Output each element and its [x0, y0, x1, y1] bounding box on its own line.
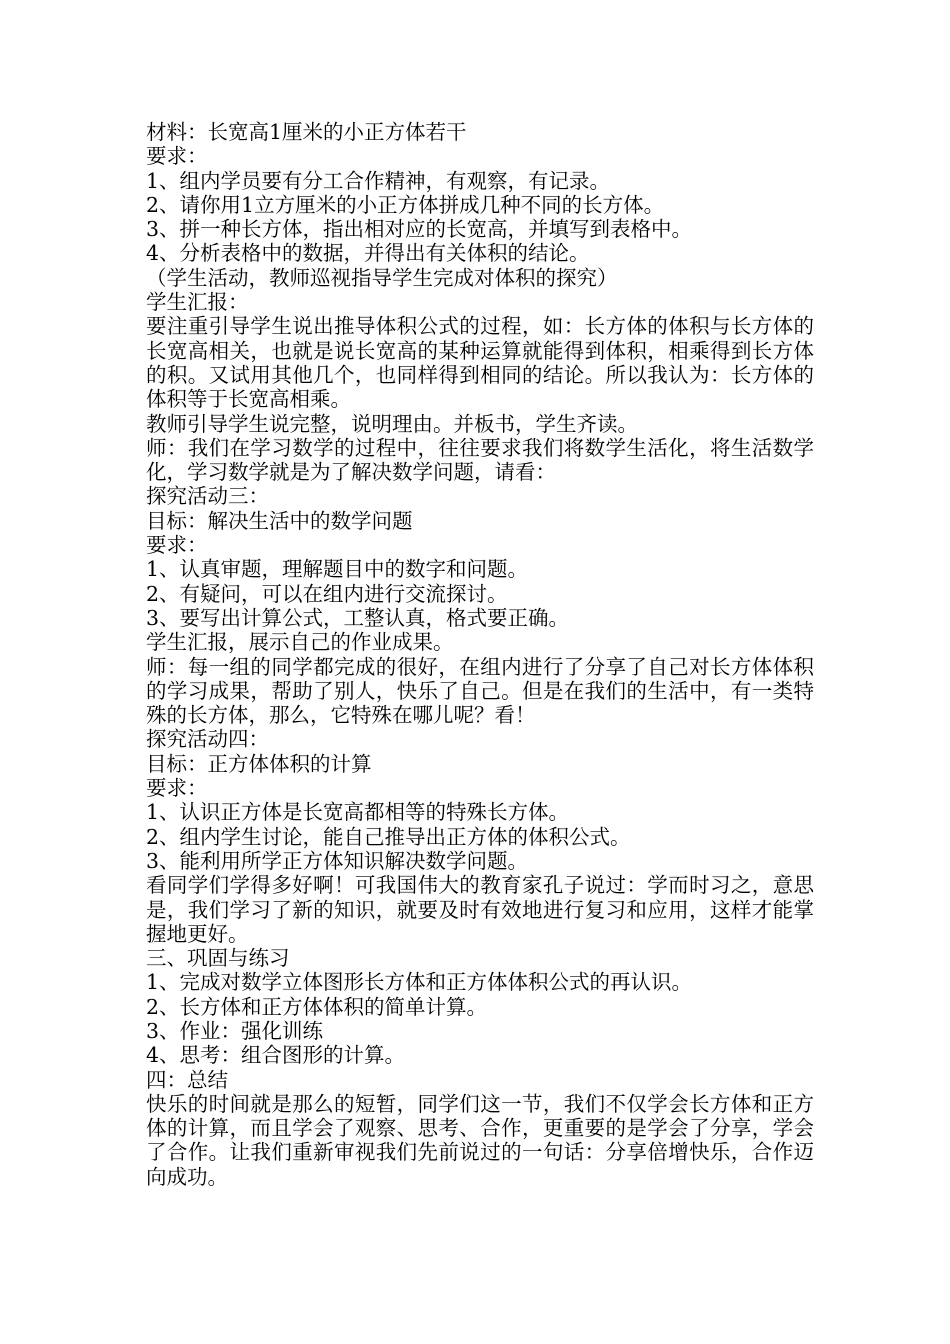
text-line: 4、思考：组合图形的计算。 — [146, 1043, 406, 1068]
text-line: 3、能利用所学正方体知识解决数学问题。 — [146, 848, 529, 873]
text-line: 学生汇报： — [146, 290, 249, 315]
text-line: 要求： — [146, 533, 208, 558]
text-line: 2、请你用1立方厘米的小正方体拼成几种不同的长方体。 — [146, 192, 665, 217]
text-line: 4、分析表格中的数据，并得出有关体积的结论。 — [146, 241, 590, 266]
text-line: 目标：解决生活中的数学问题 — [146, 508, 413, 533]
text-line: 要求： — [146, 144, 208, 169]
text-line: （学生活动，教师巡视指导学生完成对体积的探究） — [146, 265, 618, 290]
paragraph: 要注重引导学生说出推导体积公式的过程，如：长方体的体积与长方体的长宽高相关，也就是说长宽高的某种运算就能得到体积，相乘得到长方体的积。又试用其他几个，也同样得到相同的结论。所以我认为：长方体的体积等于长宽高相乘。 — [146, 314, 814, 412]
text-line: 3、拼一种长方体，指出相对应的长宽高，并填写到表格中。 — [146, 217, 693, 242]
text-line: 2、长方体和正方体体积的简单计算。 — [146, 994, 488, 1019]
text-line: 2、组内学生讨论，能自己推导出正方体的体积公式。 — [146, 824, 631, 849]
document-page — [146, 120, 814, 1189]
paragraph: 师：我们在学习数学的过程中，往往要求我们将数学生活化，将生活数学化，学习数学就是为了解决数学问题，请看： — [146, 435, 814, 485]
text-line: 1、组内学员要有分工合作精神，有观察，有记录。 — [146, 168, 611, 193]
text-line: 教师引导学生说完整，说明理由。并板书，学生齐读。 — [146, 411, 638, 436]
text-line: 目标：正方体体积的计算 — [146, 751, 372, 776]
text-line: 2、有疑问，可以在组内进行交流探讨。 — [146, 581, 508, 606]
text-line: 四：总结 — [146, 1067, 228, 1092]
paragraph: 师：每一组的同学都完成的很好，在组内进行了分享了自己对长方体体积的学习成果，帮助了别人，快乐了自己。但是在我们的生活中，有一类特殊的长方体，那么，它特殊在哪儿呢？看！ — [146, 654, 814, 728]
text-line: 1、认识正方体是长宽高都相等的特殊长方体。 — [146, 800, 570, 825]
text-line: 要求： — [146, 776, 208, 801]
text-line: 1、完成对数学立体图形长方体和正方体体积公式的再认识。 — [146, 970, 693, 995]
text-line: 探究活动三： — [146, 484, 269, 509]
text-line: 三、巩固与练习 — [146, 946, 290, 971]
paragraph: 看同学们学得多好啊！可我国伟大的教育家孔子说过：学而时习之，意思是，我们学习了新的知识，就要及时有效地进行复习和应用，这样才能掌握地更好。 — [146, 873, 814, 946]
text-line: 1、认真审题，理解题目中的数字和问题。 — [146, 557, 529, 582]
text-line: 学生汇报，展示自己的作业成果。 — [146, 630, 454, 655]
text-line: 3、要写出计算公式，工整认真，格式要正确。 — [146, 605, 570, 630]
text-line: 探究活动四： — [146, 727, 269, 752]
text-line: 材料：长宽高1厘米的小正方体若干 — [146, 120, 467, 144]
text-line: 3、作业：强化训练 — [146, 1018, 324, 1043]
paragraph: 快乐的时间就是那么的短暂，同学们这一节，我们不仅学会长方体和正方体的计算，而且学会了观察、思考、合作，更重要的是学会了分享，学会了合作。让我们重新审视我们先前说过的一句话：分享倍增快乐，合作迈向成功。 — [146, 1091, 814, 1189]
